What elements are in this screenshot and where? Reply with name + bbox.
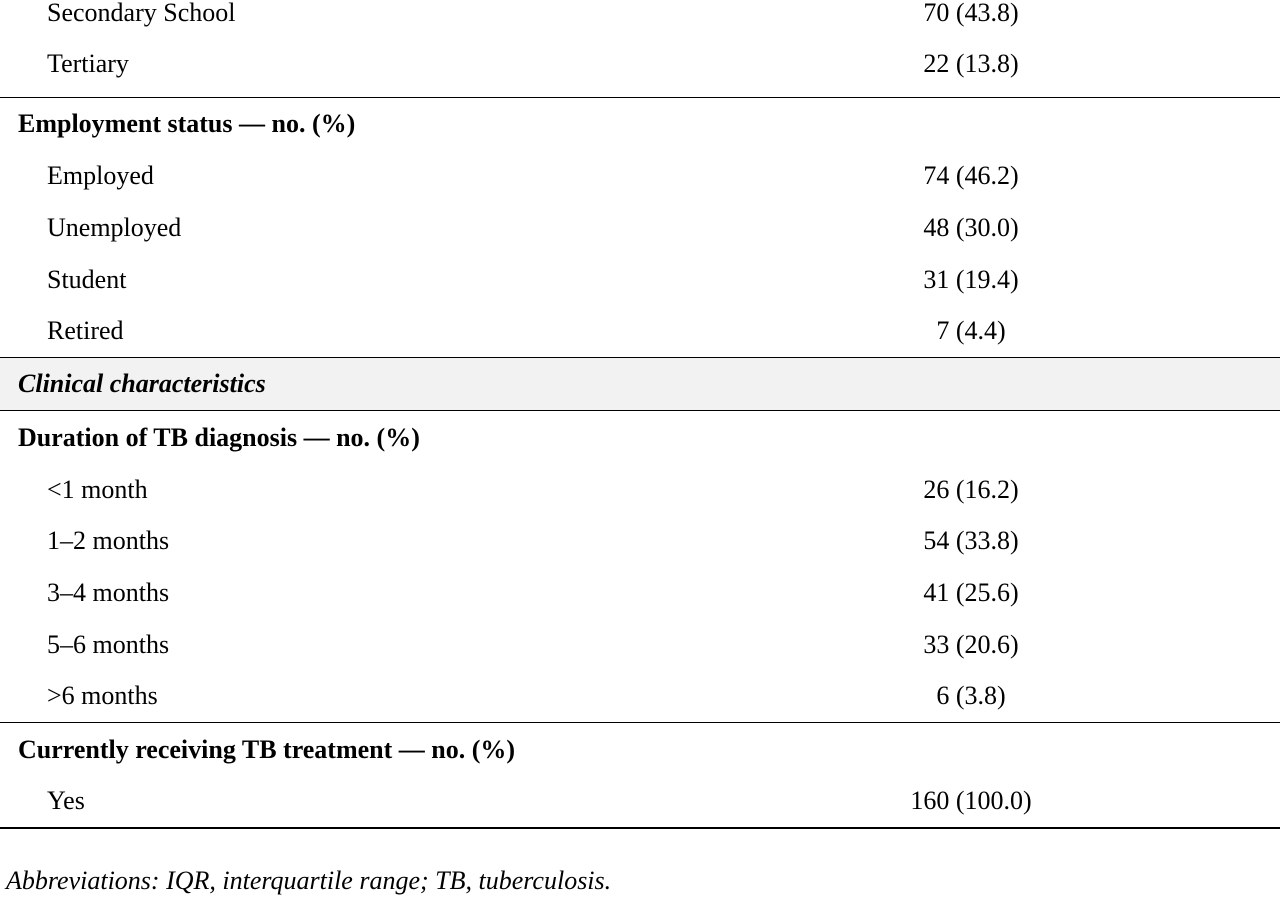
group-heading-treatment (0, 724, 1280, 776)
row-value: 160 (100.0) (910, 786, 1032, 815)
group-heading-label: Duration of TB diagnosis — no. (%) (18, 423, 420, 452)
row-divider (0, 722, 1280, 723)
table-footnote: Abbreviations: IQR, interquartile range; TB, tuberculosis. (6, 866, 612, 895)
table-row-3-4-months (0, 567, 1280, 619)
row-label: >6 months (47, 681, 158, 710)
table-row-gt-6-months (0, 670, 1280, 722)
row-value: 41 (25.6) (923, 578, 1019, 607)
table-row-retired (0, 305, 1280, 357)
row-label: Tertiary (47, 49, 129, 78)
row-divider (0, 410, 1280, 411)
table-row-student (0, 254, 1280, 306)
row-label: Yes (47, 786, 85, 815)
table-bottom-rule (0, 827, 1280, 829)
row-value: 7 (4.4) (936, 316, 1006, 345)
group-heading-employment (0, 98, 1280, 150)
table-row-secondary-school (0, 0, 1280, 38)
row-value: 70 (43.8) (923, 0, 1019, 27)
row-value: 54 (33.8) (923, 526, 1019, 555)
table-row-yes (0, 775, 1280, 827)
table-row-employed (0, 150, 1280, 202)
section-label: Clinical characteristics (18, 369, 266, 398)
row-value: 74 (46.2) (923, 161, 1019, 190)
row-value: 48 (30.0) (923, 213, 1019, 242)
row-label: 5–6 months (47, 630, 170, 659)
table-row-1-2-months (0, 515, 1280, 567)
row-label: Unemployed (47, 213, 182, 242)
row-label: Employed (47, 161, 154, 190)
group-heading-label: Currently receiving TB treatment — no. (%) (18, 735, 516, 764)
table-row-tertiary (0, 38, 1280, 96)
row-value: 31 (19.4) (923, 265, 1019, 294)
row-value: 33 (20.6) (923, 630, 1019, 659)
row-label: Retired (47, 316, 124, 345)
group-heading-label: Employment status — no. (%) (18, 109, 356, 138)
row-label: <1 month (47, 475, 148, 504)
row-value: 22 (13.8) (923, 49, 1019, 78)
table-row-unemployed (0, 202, 1280, 254)
row-label: 1–2 months (47, 526, 170, 555)
row-value: 6 (3.8) (936, 681, 1006, 710)
table-row-lt-1-month (0, 464, 1280, 516)
row-label: 3–4 months (47, 578, 170, 607)
table-row-5-6-months (0, 619, 1280, 671)
row-value: 26 (16.2) (923, 475, 1019, 504)
row-label: Secondary School (47, 0, 236, 27)
group-heading-duration (0, 412, 1280, 464)
section-band-clinical (0, 358, 1280, 410)
row-label: Student (47, 265, 127, 294)
